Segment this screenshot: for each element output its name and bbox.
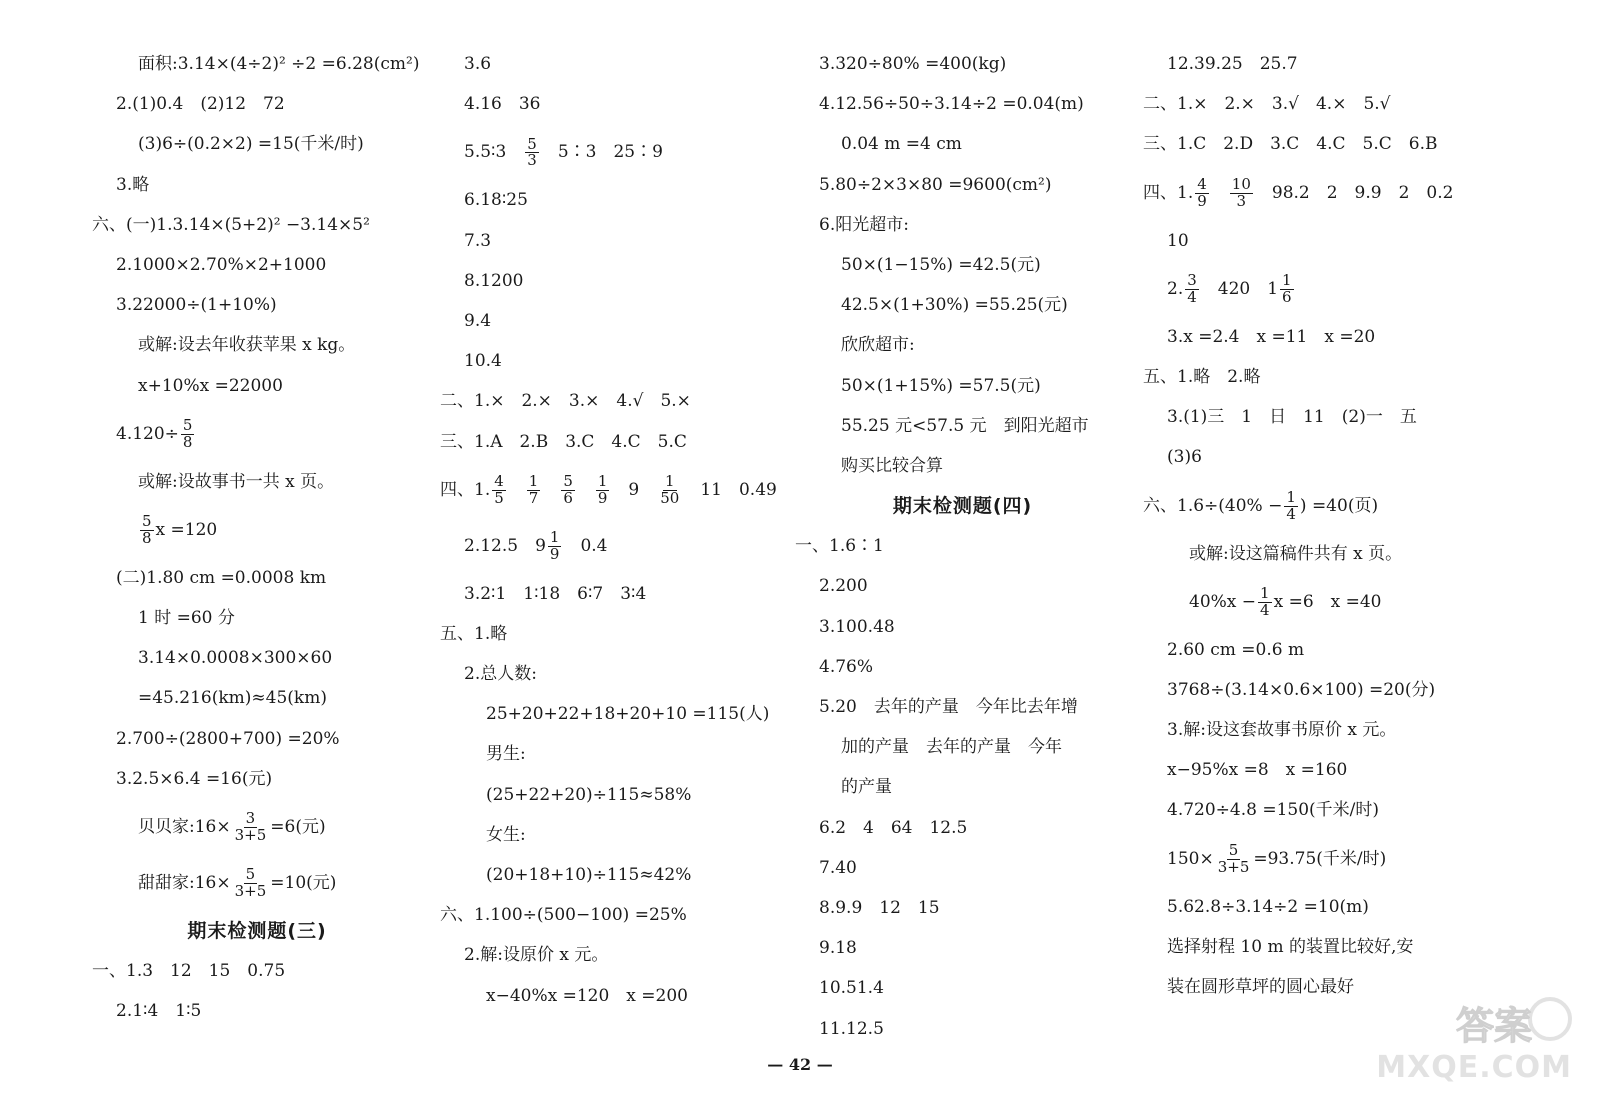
answer-line: 或解:设去年收获苹果 x kg。 [138, 335, 356, 356]
answer-text: 四、1. [1143, 182, 1194, 203]
numerator: 4 [1197, 174, 1207, 193]
answer-text: 贝贝家:16× [138, 817, 231, 837]
fraction [1216, 840, 1252, 876]
fraction [1195, 174, 1209, 210]
answer-line: 2.(1)0.4 (2)12 72 [116, 94, 285, 115]
answer-line: 2.700÷(2800+700) =20% [116, 728, 340, 749]
denominator: 9 [549, 544, 560, 563]
answer-line: 5.20 去年的产量 今年比去年增 [819, 697, 1078, 717]
fraction [548, 527, 562, 563]
answer-line: 三、1.C 2.D 3.C 4.C 5.C 6.B [1143, 134, 1438, 155]
answer-text: 420 1 [1217, 278, 1279, 299]
answer-text: 11 0.49 [700, 479, 777, 500]
answer-line: 10.51.4 [819, 978, 884, 999]
denominator: 4 [1286, 504, 1296, 523]
answer-line: 一、1.6∶1 [795, 536, 884, 557]
answer-line [1143, 165, 1473, 221]
answer-text: x =120 [155, 519, 218, 540]
answer-line: 2.60 cm =0.6 m [1167, 639, 1305, 660]
answer-line: 4.76% [819, 656, 874, 677]
answer-line: x−40%x =120 x =200 [486, 985, 688, 1006]
answer-line: 42.5×(1+30%) =55.25(元) [841, 295, 1068, 316]
answer-line: 5.80÷2×3×80 =9600(cm²) [819, 174, 1052, 195]
fraction [525, 134, 539, 170]
numerator: 1 [528, 471, 539, 490]
denominator: 3+5 [234, 882, 267, 900]
answer-line: 3.略 [116, 174, 150, 195]
answer-line: 50×(1+15%) =57.5(元) [841, 375, 1041, 396]
page-number: — 42 — [767, 1055, 833, 1074]
fraction [140, 514, 154, 547]
answer-line [92, 502, 422, 558]
fraction [527, 471, 541, 507]
denominator: 3+5 [1217, 857, 1250, 876]
answer-line: 六、1.100÷(500−100) =25% [440, 905, 687, 926]
answer-line: 3.22000÷(1+10%) [116, 295, 277, 316]
answer-line: 装在圆形草坪的圆心最好 [1167, 977, 1354, 997]
numerator: 5 [182, 415, 193, 434]
answer-line: 11.12.5 [819, 1018, 884, 1039]
answer-text: 2.12.5 9 [464, 535, 546, 556]
numerator: 5 [1228, 840, 1239, 859]
denominator: 6 [563, 488, 573, 507]
answer-line: 3.2.5×6.4 =16(元) [116, 768, 273, 789]
answer-line: 1 时 =60 分 [138, 608, 235, 629]
answer-line: 购买比较合算 [841, 455, 943, 476]
answer-text: 六、1.6÷(40% − [1143, 495, 1283, 516]
answer-line: 2.解:设原价 x 元。 [464, 945, 609, 966]
numerator: 5 [527, 134, 537, 153]
answer-line: =45.216(km)≈45(km) [138, 688, 327, 709]
answer-line: 的产量 [841, 777, 892, 798]
answer-text: 5.5∶3 [464, 142, 507, 163]
answer-line: (25+22+20)÷115≈58% [486, 784, 692, 805]
answer-line [1143, 478, 1473, 534]
answer-text: 150× [1167, 848, 1214, 869]
answer-text: 0.4 [580, 535, 608, 556]
fraction [596, 471, 610, 507]
denominator: 4 [1187, 287, 1197, 306]
denominator: 8 [142, 528, 152, 547]
answer-line: 5.62.8÷3.14÷2 =10(m) [1167, 896, 1369, 917]
numerator: 4 [494, 471, 504, 490]
answer-line: 3.14×0.0008×300×60 [138, 648, 333, 669]
answer-text: 四、1. [440, 479, 491, 500]
column-2 [440, 44, 785, 1016]
answer-text: =10(元) [270, 873, 337, 893]
answer-text: 98.2 2 9.9 2 0.2 [1271, 182, 1454, 203]
answer-line: 10 [1167, 230, 1189, 251]
answer-text: x =6 x =40 [1273, 591, 1382, 612]
answer-line: 4.16 36 [464, 94, 541, 115]
answer-line: 6.2 4 64 12.5 [819, 817, 968, 838]
numerator: 1 [597, 471, 608, 490]
fraction [492, 471, 506, 507]
answer-line: 五、1.略 [440, 623, 508, 644]
answer-line: x+10%x =22000 [138, 375, 283, 396]
denominator: 4 [1260, 600, 1270, 619]
answer-line: 3.解:设这套故事书原价 x 元。 [1167, 720, 1397, 741]
answer-line: 男生: [486, 744, 526, 765]
denominator: 9 [597, 488, 608, 507]
denominator: 3 [1236, 191, 1247, 210]
answer-line: 12.39.25 25.7 [1167, 54, 1298, 74]
answer-line: 9.4 [464, 310, 492, 331]
answer-line [1143, 261, 1473, 317]
answer-line: 55.25 元<57.5 元 到阳光超市 [841, 415, 1089, 436]
denominator: 7 [528, 488, 539, 507]
answer-line [440, 462, 785, 518]
answer-line: 三、1.A 2.B 3.C 4.C 5.C [440, 431, 687, 452]
fraction [233, 867, 269, 900]
denominator: 3 [527, 151, 537, 170]
answer-line [440, 124, 785, 180]
answer-line: 3.x =2.4 x =11 x =20 [1167, 326, 1376, 347]
fraction [1230, 174, 1253, 210]
fraction [1284, 487, 1298, 523]
answer-line: 3.320÷80% =400(kg) [819, 54, 1007, 74]
answer-line: (二)1.80 cm =0.0008 km [116, 567, 327, 588]
numerator: 10 [1231, 174, 1251, 193]
answer-line [92, 406, 422, 462]
numerator: 1 [1282, 271, 1292, 289]
fraction [1185, 273, 1199, 306]
numerator: 3 [1187, 271, 1197, 289]
answer-line [92, 855, 422, 911]
denominator: 6 [1282, 287, 1292, 306]
answer-text: =6(元) [270, 817, 326, 837]
answer-line: 3.100.48 [819, 616, 895, 637]
answer-line: 7.3 [464, 230, 492, 251]
answer-line: 4.720÷4.8 =150(千米/时) [1167, 800, 1380, 821]
answer-text: 9 [628, 479, 640, 500]
fraction [658, 471, 681, 507]
section-heading: 期末检测题(三) [187, 920, 327, 942]
numerator: 5 [563, 471, 573, 490]
answer-text: =93.75(千米/时) [1253, 848, 1387, 869]
answer-line: (20+18+10)÷115≈42% [486, 865, 692, 885]
answer-line: 2.总人数: [464, 664, 537, 685]
answer-line: 4.12.56÷50÷3.14÷2 =0.04(m) [819, 94, 1084, 115]
column-4 [1143, 44, 1473, 1007]
denominator: 8 [182, 432, 193, 451]
answer-line: 25+20+22+18+20+10 =115(人) [486, 704, 770, 725]
answer-line: 3768÷(3.14×0.6×100) =20(分) [1167, 679, 1436, 700]
answer-text: ) =40(页) [1299, 495, 1379, 516]
section-heading: 期末检测题(四) [892, 495, 1033, 518]
answer-line: 9.18 [819, 938, 857, 959]
denominator: 9 [1197, 191, 1207, 210]
numerator: 5 [142, 512, 152, 531]
answer-line [1143, 574, 1473, 630]
watermark-ring-icon [1528, 997, 1572, 1041]
answer-line: x−95%x =8 x =160 [1167, 760, 1348, 781]
numerator: 1 [665, 471, 675, 490]
watermark-bottom-text: MXQE.COM [1376, 1050, 1572, 1085]
answer-line: 六、(一)1.3.14×(5+2)² −3.14×5² [92, 214, 370, 235]
answer-line: (3)6 [1167, 447, 1202, 468]
fraction [233, 811, 269, 844]
numerator: 1 [1286, 487, 1296, 506]
answer-line: 或解:设这篇稿件共有 x 页。 [1189, 543, 1403, 564]
answer-text: 4.120÷ [116, 423, 179, 444]
answer-line: 二、1.× 2.× 3.√ 4.× 5.√ [1143, 94, 1391, 115]
answer-line: 五、1.略 2.略 [1143, 366, 1261, 387]
numerator: 1 [1260, 583, 1270, 602]
answer-line: 50×(1−15%) =42.5(元) [841, 254, 1041, 275]
answer-line: 女生: [486, 824, 526, 845]
numerator: 1 [549, 527, 560, 546]
watermark-logo [1342, 995, 1572, 1085]
answer-text: 2. [1167, 278, 1184, 299]
fraction [1280, 273, 1294, 306]
answer-line: 一、1.3 12 15 0.75 [92, 961, 286, 982]
answer-line: 3.(1)三 1 日 11 (2)一 五 [1167, 407, 1417, 428]
answer-line: 二、1.× 2.× 3.× 4.√ 5.× [440, 391, 691, 412]
denominator: 3+5 [234, 826, 267, 844]
answer-line: 3.6 [464, 54, 492, 74]
answer-text: 40%x − [1189, 591, 1257, 612]
answer-line: 2.1∶4 1∶5 [116, 1001, 202, 1022]
answer-line: 0.04 m =4 cm [841, 134, 962, 155]
fraction [181, 415, 195, 451]
fraction [561, 471, 575, 507]
column-1 [92, 44, 422, 1032]
answer-line [92, 799, 422, 855]
answer-line: 2.200 [819, 576, 868, 597]
answer-line: 8.1200 [464, 270, 524, 291]
answer-line: 6.阳光超市: [819, 214, 909, 235]
numerator: 3 [245, 809, 256, 828]
answer-line: 7.40 [819, 857, 857, 878]
denominator: 5 [494, 488, 504, 507]
answer-line: 或解:设故事书一共 x 页。 [138, 471, 335, 492]
answer-line: 3.2∶1 1∶18 6∶7 3∶4 [464, 583, 647, 604]
denominator: 50 [660, 488, 680, 507]
answer-line: 选择射程 10 m 的装置比较好,安 [1167, 936, 1414, 957]
column-3 [795, 44, 1130, 1049]
numerator: 5 [245, 865, 256, 884]
answer-text: 5∶3 25∶9 [557, 142, 663, 163]
answer-line: 面积:3.14×(4÷2)² ÷2 =6.28(cm²) [138, 54, 420, 74]
answer-line: 8.9.9 12 15 [819, 897, 940, 918]
watermark-top-text: 答案 [1455, 1004, 1532, 1048]
answer-line [440, 518, 785, 574]
answer-line: 加的产量 去年的产量 今年 [841, 737, 1062, 758]
answer-line: 10.4 [464, 351, 502, 372]
answer-line [1143, 831, 1473, 887]
fraction [1258, 583, 1272, 619]
answer-line: (3)6÷(0.2×2) =15(千米/时) [138, 134, 364, 155]
answer-line: 欣欣超市: [841, 335, 915, 356]
answer-line: 2.1000×2.70%×2+1000 [116, 254, 327, 275]
answer-text: 甜甜家:16× [138, 873, 231, 893]
answer-line: 6.18∶25 [464, 190, 528, 211]
